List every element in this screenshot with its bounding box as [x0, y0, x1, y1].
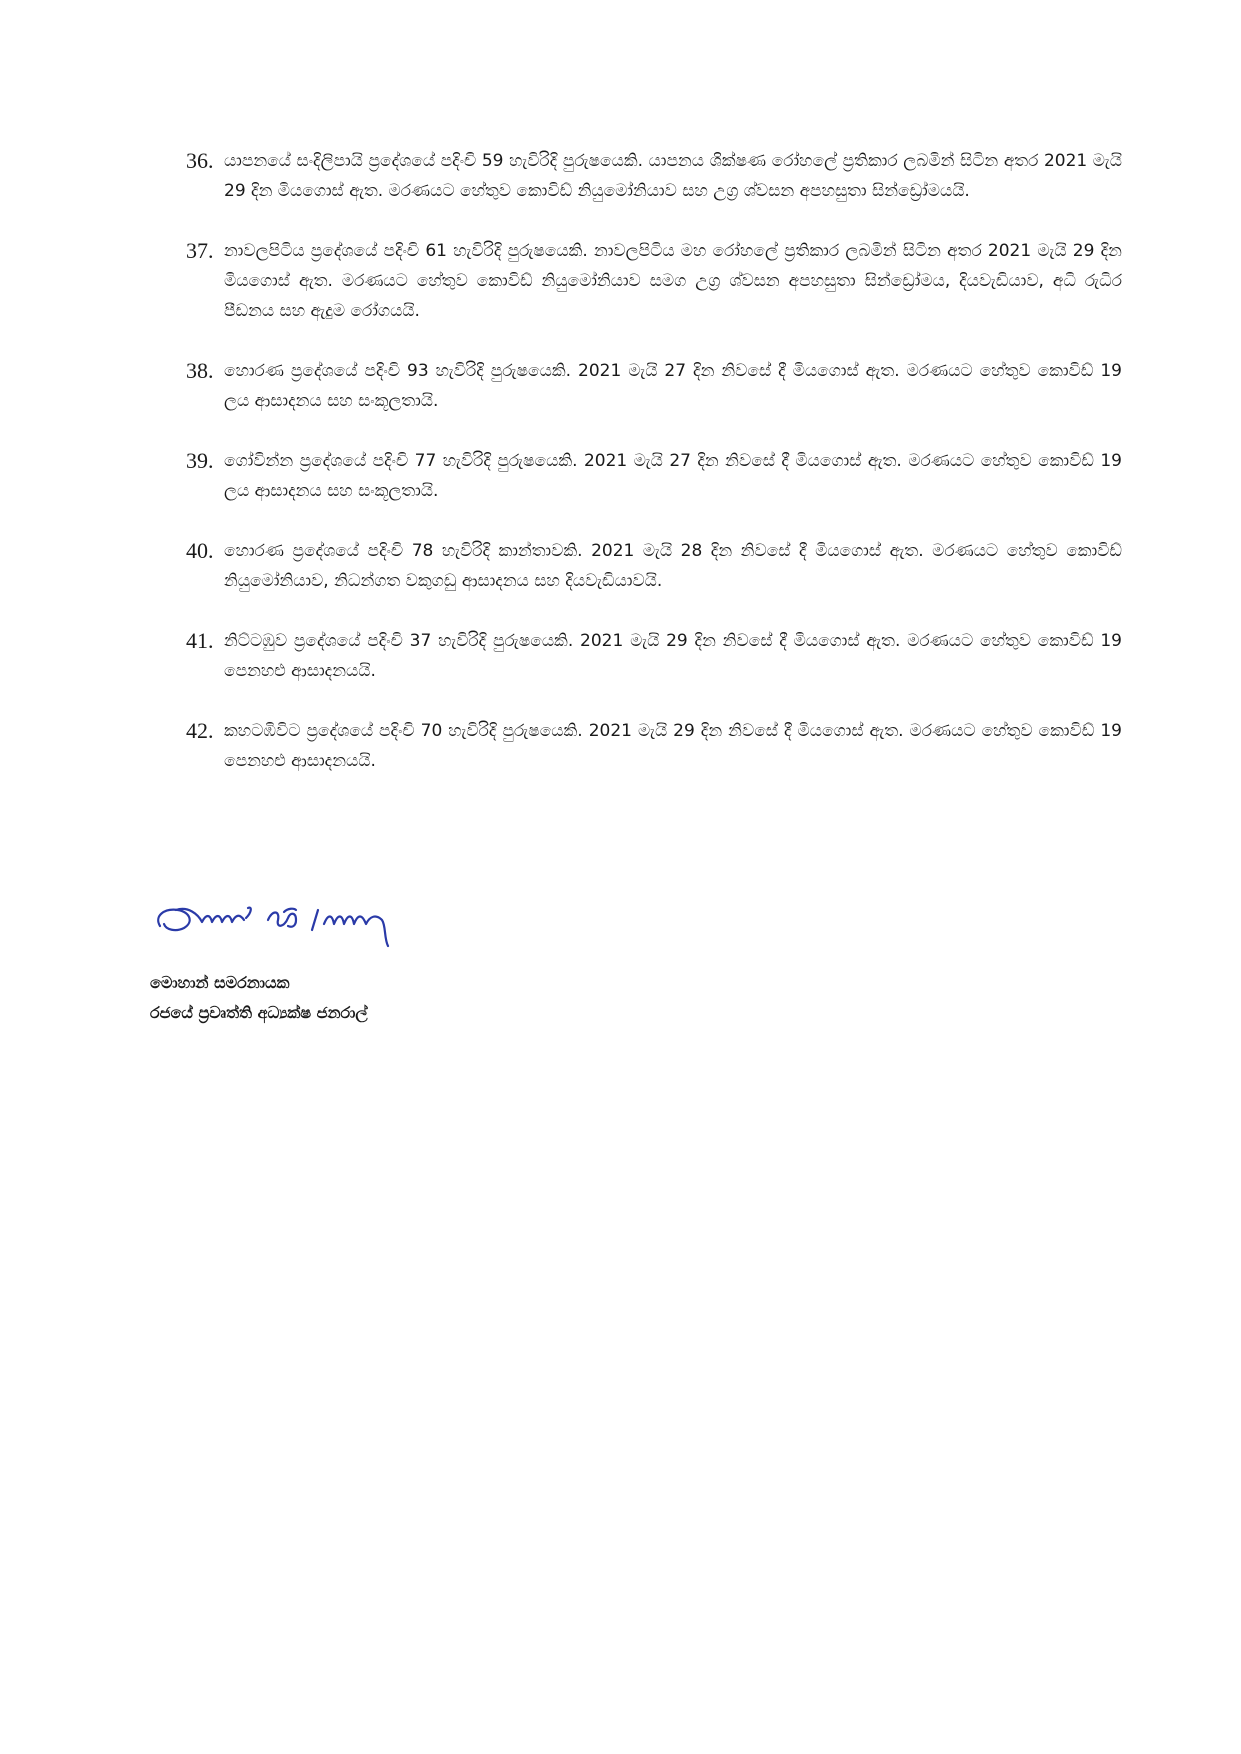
signature-stroke: [176, 909, 244, 922]
death-report-list: [186, 146, 1122, 806]
signature-stroke: [268, 913, 296, 927]
signature-stroke: [312, 910, 318, 930]
signature-stroke: [246, 908, 251, 918]
item-number: 39.: [186, 448, 214, 473]
signature-stroke: [284, 909, 296, 912]
signature-stroke: [158, 910, 189, 930]
list-item: [186, 446, 1122, 506]
list-item: [186, 626, 1122, 686]
item-text: ගෝවින්න ප්‍රදේශයේ පදිංචි 77 හැවිරිදි පුරුෂයෙකි. 2021 මැයි 27 දින නිවසේ දී මියගොස් ඇත. මරණයට හේතුව කොවිඩ් 19 ලය ආසාදනය සහ සංකූලතායි.: [224, 451, 1122, 501]
item-number: 38.: [186, 358, 214, 383]
handwritten-signature: [148, 880, 478, 960]
signature-stroke: [324, 917, 388, 947]
list-item: [186, 536, 1122, 596]
item-number: 37.: [186, 238, 214, 263]
item-text: නාවලපිටිය ප්‍රදේශයේ පදිංචි 61 හැවිරිදි පුරුෂයෙකි. නාවලපිටිය මහ රෝහලේ ප්‍රතිකාර ලබමින් සිටින අතර 2021 මැයි 29 දින මියගොස් ඇත. මරණයට හේතුව කොවිඩ් නියුමෝනියාව සමග උග්‍ර ශ්වසන අපහසුතා සින්ඩ්‍රෝමය, දියවැඩියාව, අධි රුධිර පීඩනය සහ ඇදුම රෝගයයි.: [224, 241, 1122, 321]
list-item: [186, 146, 1122, 206]
signer-name: මොහාන් සමරනායක: [150, 973, 290, 992]
item-text: හොරණ ප්‍රදේශයේ පදිංචි 93 හැවිරිදි පුරුෂයෙකි. 2021 මැයි 27 දින නිවසේ දී මියගොස් ඇත. මරණයට හේතුව කොවිඩ් 19 ලය ආසාදනය සහ සංකූලතායි.: [224, 361, 1122, 411]
item-text: කහටඹිවිට ප්‍රදේශයේ පදිංචි 70 හැවිරිදි පුරුෂයෙකි. 2021 මැයි 29 දින නිවසේ දී මියගොස් ඇත. මරණයට හේතුව කොවිඩ් 19 පෙනහළු ආසාදනයයි.: [224, 721, 1122, 771]
item-number: 40.: [186, 538, 214, 563]
signer-block: [150, 968, 368, 1028]
list-item: [186, 236, 1122, 326]
item-text: හොරණ ප්‍රදේශයේ පදිංචි 78 හැවිරිදි කාන්තාවකි. 2021 මැයි 28 දින නිවසේ දී මියගොස් ඇත. මරණයට හේතුව කොවිඩ් නියුමෝනියාව, නිධන්ගත වකුගඩු ආසාදනය සහ දියවැඩියාවයි.: [224, 541, 1122, 591]
item-number: 42.: [186, 718, 214, 743]
item-number: 36.: [186, 148, 214, 173]
list-item: [186, 356, 1122, 416]
signer-title: රජයේ ප්‍රවෘත්ති අධ්‍යක්ෂ ජනරාල්: [150, 1003, 368, 1022]
item-text: නිට්ටඹුව ප්‍රදේශයේ පදිංචි 37 හැවිරිදි පුරුෂයෙකි. 2021 මැයි 29 දින නිවසේ දී මියගොස් ඇත. මරණයට හේතුව කොවිඩ් 19 පෙනහළු ආසාදනයයි.: [224, 631, 1122, 681]
item-number: 41.: [186, 628, 214, 653]
list-item: [186, 716, 1122, 776]
item-text: යාපනයේ සංදිලිපායි ප්‍රදේශයේ පදිංචි 59 හැවිරිදි පුරුෂයෙකි. යාපනය ශික්ෂණ රෝහලේ ප්‍රතිකාර ලබමින් සිටින අතර 2021 මැයි 29 දින මියගොස් ඇත. මරණයට හේතුව කොවිඩ් නියුමෝනියාව සහ උග්‍ර ශ්වසන අපහසුතා සින්ඩ්‍රෝමයයි.: [224, 151, 1122, 201]
